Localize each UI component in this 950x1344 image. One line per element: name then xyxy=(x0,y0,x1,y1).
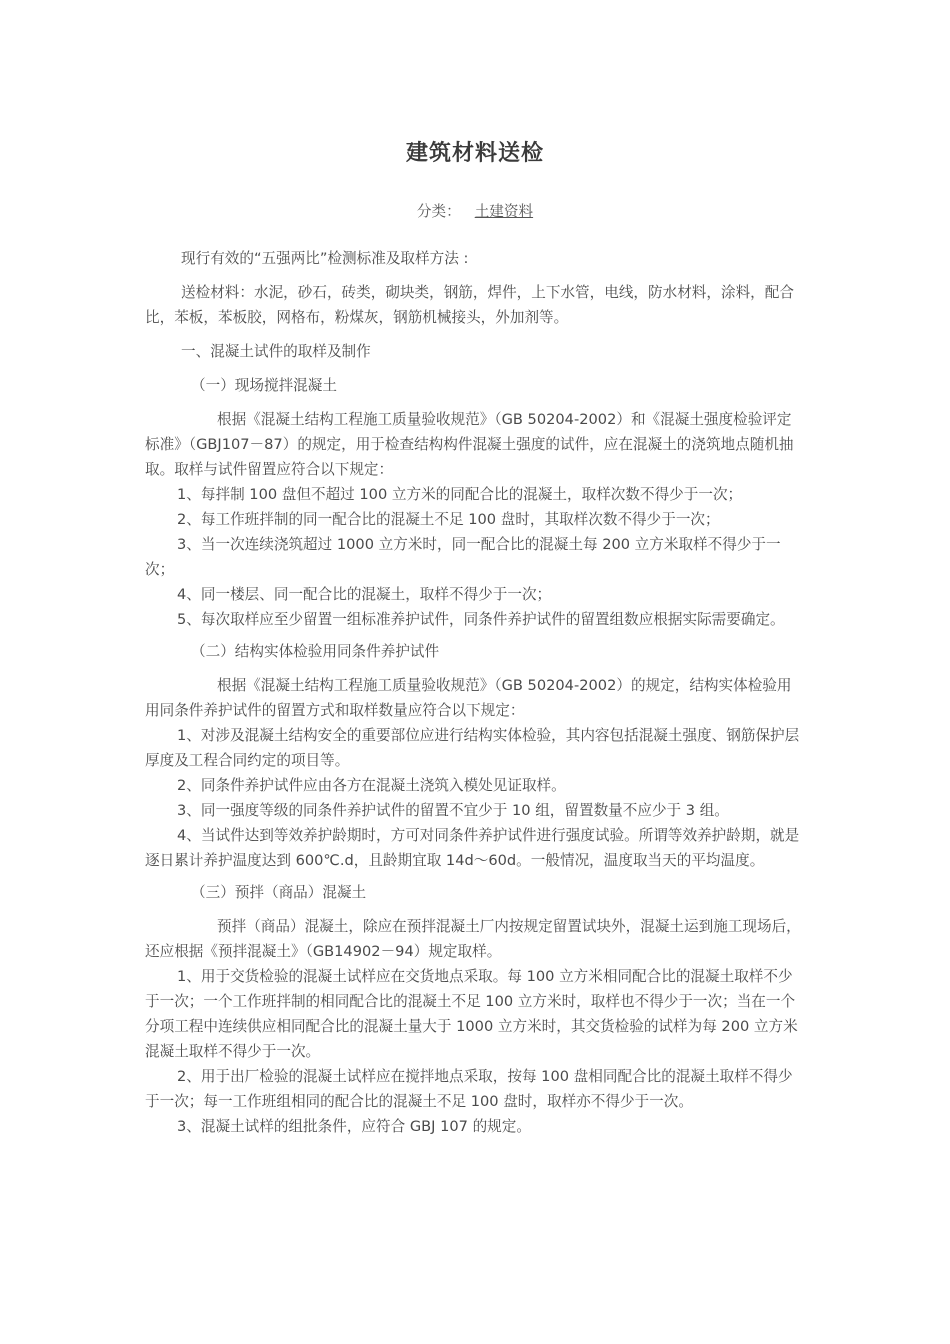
subsection-heading: （二）结构实体检验用同条件养护试件 xyxy=(191,643,440,660)
materials-paragraph: 送检材料：水泥，砂石，砖类，砌块类，钢筋，焊件，上下水管，电线，防水材料，涂料，配合比，苯板，苯板胶，网格布，粉煤灰，钢筋机械接头，外加剂等。 xyxy=(145,284,794,326)
list-item: 3、同一强度等级的同条件养护试件的留置不宜少于 10 组，留置数量不应少于 3 组。 xyxy=(177,802,729,819)
subsection-heading: （三）预拌（商品）混凝土 xyxy=(191,884,367,901)
list-item: 3、混凝土试样的组批条件，应符合 GBJ 107 的规定。 xyxy=(177,1118,531,1135)
body-paragraph: 根据《混凝土结构工程施工质量验收规范》（GB 50204-2002）的规定，结构实体检验用用同条件养护试件的留置方式和取样数量应符合以下规定： xyxy=(145,677,792,719)
list-item: 5、每次取样应至少留置一组标准养护试件，同条件养护试件的留置组数应根据实际需要确定。 xyxy=(177,611,785,628)
list-item: 4、当试件达到等效养护龄期时，方可对同条件养护试件进行强度试验。所谓等效养护龄期，就是逐日累计养护温度达到 600℃.d，且龄期宜取 14d～60d。一般情况，温度取当天的平均温度。 xyxy=(145,827,800,869)
page-title: 建筑材料送检 xyxy=(405,141,544,166)
intro-paragraph: 现行有效的“五强两比”检测标准及取样方法 : xyxy=(181,250,469,267)
category-line xyxy=(0,200,950,221)
list-item: 1、对涉及混凝土结构安全的重要部位应进行结构实体检验，其内容包括混凝土强度、钢筋保护层厚度及工程合同约定的项目等。 xyxy=(145,727,800,769)
list-item: 1、每拌制 100 盘但不超过 100 立方米的同配合比的混凝土，取样次数不得少于一次； xyxy=(177,486,743,503)
list-item: 2、用于出厂检验的混凝土试样应在搅拌地点采取，按每 100 盘相同配合比的混凝土取样不得少于一次；每一工作班组相同的配合比的混凝土不足 100 盘时，取样亦不得少于一次。 xyxy=(145,1068,793,1110)
document-body xyxy=(145,246,805,1139)
body-paragraph: 预拌（商品）混凝土，除应在预拌混凝土厂内按规定留置试块外，混凝土运到施工现场后，还应根据《预拌混凝土》（GB14902－94）规定取样。 xyxy=(145,918,801,960)
list-item: 1、用于交货检验的混凝土试样应在交货地点采取。每 100 立方米相同配合比的混凝土取样不少于一次；一个工作班拌制的相同配合比的混凝土不足 100 立方米时，取样也不得少于一次；当在一个分项工程中连续供应相同配合比的混凝土量大于 1000 立方米时，其交货检验的试样为每 200 立方米混凝土取样不得少于一次。 xyxy=(145,968,798,1060)
list-item: 3、当一次连续浇筑超过 1000 立方米时，同一配合比的混凝土每 200 立方米取样不得少于一次； xyxy=(145,536,781,578)
list-item: 2、每工作班拌制的同一配合比的混凝土不足 100 盘时，其取样次数不得少于一次； xyxy=(177,511,720,528)
subsection-heading: （一）现场搅拌混凝土 xyxy=(191,377,337,394)
body-paragraph: 根据《混凝土结构工程施工质量验收规范》（GB 50204-2002）和《混凝土强度检验评定标准》（GBJ107－87）的规定，用于检查结构构件混凝土强度的试件，应在混凝土的浇筑地点随机抽取。取样与试件留置应符合以下规定： xyxy=(145,411,794,478)
section-heading: 一、混凝土试件的取样及制作 xyxy=(181,343,371,360)
list-item: 2、同条件养护试件应由各方在混凝土浇筑入模处见证取样。 xyxy=(177,777,566,794)
category-link[interactable]: 土建资料 xyxy=(474,203,534,220)
category-label: 分类： xyxy=(416,203,461,220)
list-item: 4、同一楼层、同一配合比的混凝土，取样不得少于一次； xyxy=(177,586,552,603)
